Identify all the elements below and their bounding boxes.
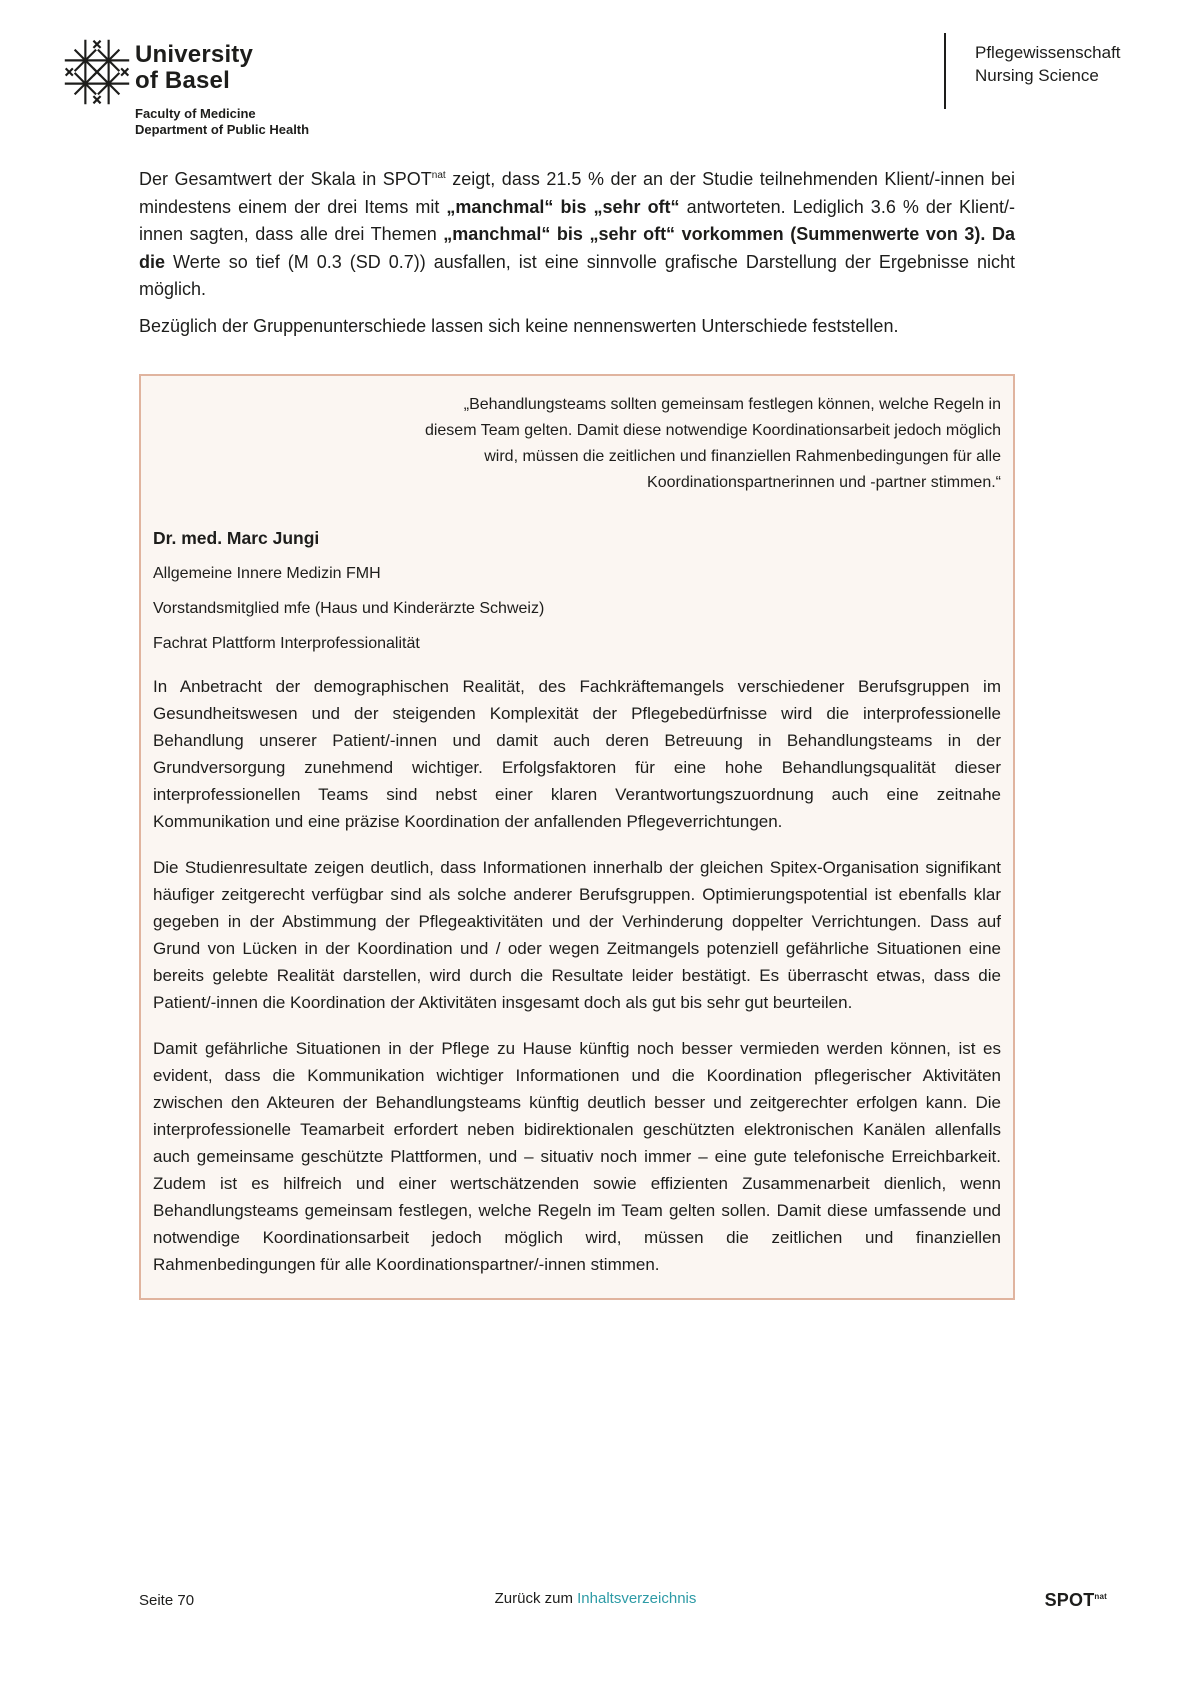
program-title-en: Nursing Science — [975, 66, 1099, 85]
page-number: Seite 70 — [139, 1592, 195, 1609]
intro-p1-bold: „manchmal“ bis „sehr oft“ — [446, 196, 680, 217]
spotnat-logo — [1045, 1590, 1107, 1611]
page-header — [0, 0, 1191, 148]
university-name — [135, 42, 253, 94]
toc-link[interactable]: Inhaltsverzeichnis — [577, 1590, 697, 1607]
university-name-line2: of Basel — [135, 67, 230, 94]
spotnat-logo-sup: nat — [1094, 1592, 1107, 1601]
spot-nat-superscript: nat — [431, 170, 446, 181]
page-footer — [0, 1590, 1191, 1620]
intro-paragraph-1 — [139, 166, 1015, 304]
intro-p1-bold: „manchmal“ bis „sehr oft“ vorkommen (Summenwerte von 3). Da die — [139, 224, 1016, 272]
main-content — [139, 166, 1015, 1300]
spotnat-logo-text: SPOT — [1044, 1590, 1095, 1610]
author-credential: Fachrat Plattform Interprofessionalität — [153, 635, 420, 652]
department-label: Department of Public Health — [135, 122, 310, 137]
author-credential: Vorstandsmitglied mfe (Haus und Kinderärzte Schweiz) — [153, 600, 545, 617]
program-title-block — [944, 33, 1121, 109]
testimonial-paragraph: In Anbetracht der demographischen Realität, des Fachkräftemangels verschiedener Berufsgruppen im Gesundheitswesen und der steigenden Komplexität der Pflegebedürfnisse wird die interprofessionelle Behandlung unserer Patient/-innen und damit auch deren Betreuung in Behandlungsteams in der Grundversorgung zunehmend wichtiger. Erfolgsfaktoren für eine hohe Behandlungsqualität dieser interprofessionellen Teams sind nebst einer klaren Verantwortungszuordnung auch eine zeitnahe Kommunikation und eine präzise Koordination der anfallenden Pflegeverrichtungen. — [153, 677, 1001, 831]
testimonial-paragraph: Die Studienresultate zeigen deutlich, dass Informationen innerhalb der gleichen Spitex-Organisation signifikant häufiger zeitgerecht verfügbar sind als solche anderer Berufsgruppen. Optimierungspotential ist ebenfalls klar gegeben in der Abstimmung der Pflegeaktivitäten und der Verhinderung doppelter Verrichtungen. Dass auf Grund von Lücken in der Koordination und / oder wegen Zeitmangels potenziell gefährliche Situationen eine bereits gelebte Realität darstellen, wird durch die Resultate leider bestätigt. Es überrascht etwas, dass die Patient/-innen die Koordination der Aktivitäten insgesamt doch als gut bis sehr gut beurteilen. — [153, 858, 1001, 1012]
testimonial-quote: „Behandlungsteams sollten gemeinsam festlegen können, welche Regeln in diesem Team gelten. Damit diese notwendige Koordinationsarbeit jedoch möglich wird, müssen die zeitlichen und finanziellen Rahmenbedingungen für alle Koordinationspartnerinnen und -partner stimmen.“ — [424, 396, 1001, 491]
testimonial-author: Dr. med. Marc Jungi — [153, 528, 320, 548]
program-title-de: Pflegewissenschaft — [975, 43, 1121, 62]
university-of-basel-logo-icon — [63, 38, 131, 111]
faculty-label: Faculty of Medicine — [135, 106, 256, 121]
intro-paragraph-2: Bezüglich der Gruppenunterschiede lassen sich keine nennenswerten Unterschiede feststellen. — [139, 315, 899, 336]
intro-p1-text: Werte so tief (M 0.3 (SD 0.7)) ausfallen, ist eine sinnvolle grafische Darstellung der Ergebnisse nicht möglich. — [139, 251, 1015, 299]
faculty-department — [135, 106, 309, 138]
intro-p1-text: zeigt, dass 21.5 % der an der Studie teilnehmenden Klient/-innen bei mindestens einem der drei Items mit — [139, 169, 1016, 217]
testimonial-box — [139, 374, 1015, 1300]
university-name-line1: University — [135, 41, 254, 68]
intro-p1-text: Der Gesamtwert der Skala in SPOT — [139, 169, 432, 189]
author-credential: Allgemeine Innere Medizin FMH — [153, 565, 381, 582]
back-to-toc-text: Zurück zum — [494, 1590, 578, 1607]
testimonial-paragraph: Damit gefährliche Situationen in der Pflege zu Hause künftig noch besser vermieden werden können, ist es evident, dass die Kommunikation wichtiger Informationen und die Koordination pflegerischer Aktivitäten zwischen den Akteuren der Behandlungsteams künftig deutlich besser und zeitgerechter erfolgen kann. Die interprofessionelle Teamarbeit erfordert neben bidirektionalen geschützten elektronischen Kanälen allenfalls auch gemeinsame geschützte Plattformen, und – situativ noch immer – eine gute telefonische Erreichbarkeit. Zudem ist es hilfreich und einer wertschätzenden sowie effizienten Zusammenarbeit dienlich, wenn Behandlungsteams gemeinsam festlegen, welche Regeln im Team gelten sollen. Damit diese umfassende und notwendige Koordinationsarbeit jedoch möglich wird, müssen die zeitlichen und finanziellen Rahmenbedingungen für alle Koordinationspartner/-innen stimmen. — [153, 1039, 1001, 1274]
intro-p1-text: antworteten. Lediglich 3.6 % der Klient/-innen sagten, dass alle drei Themen — [139, 196, 1015, 244]
